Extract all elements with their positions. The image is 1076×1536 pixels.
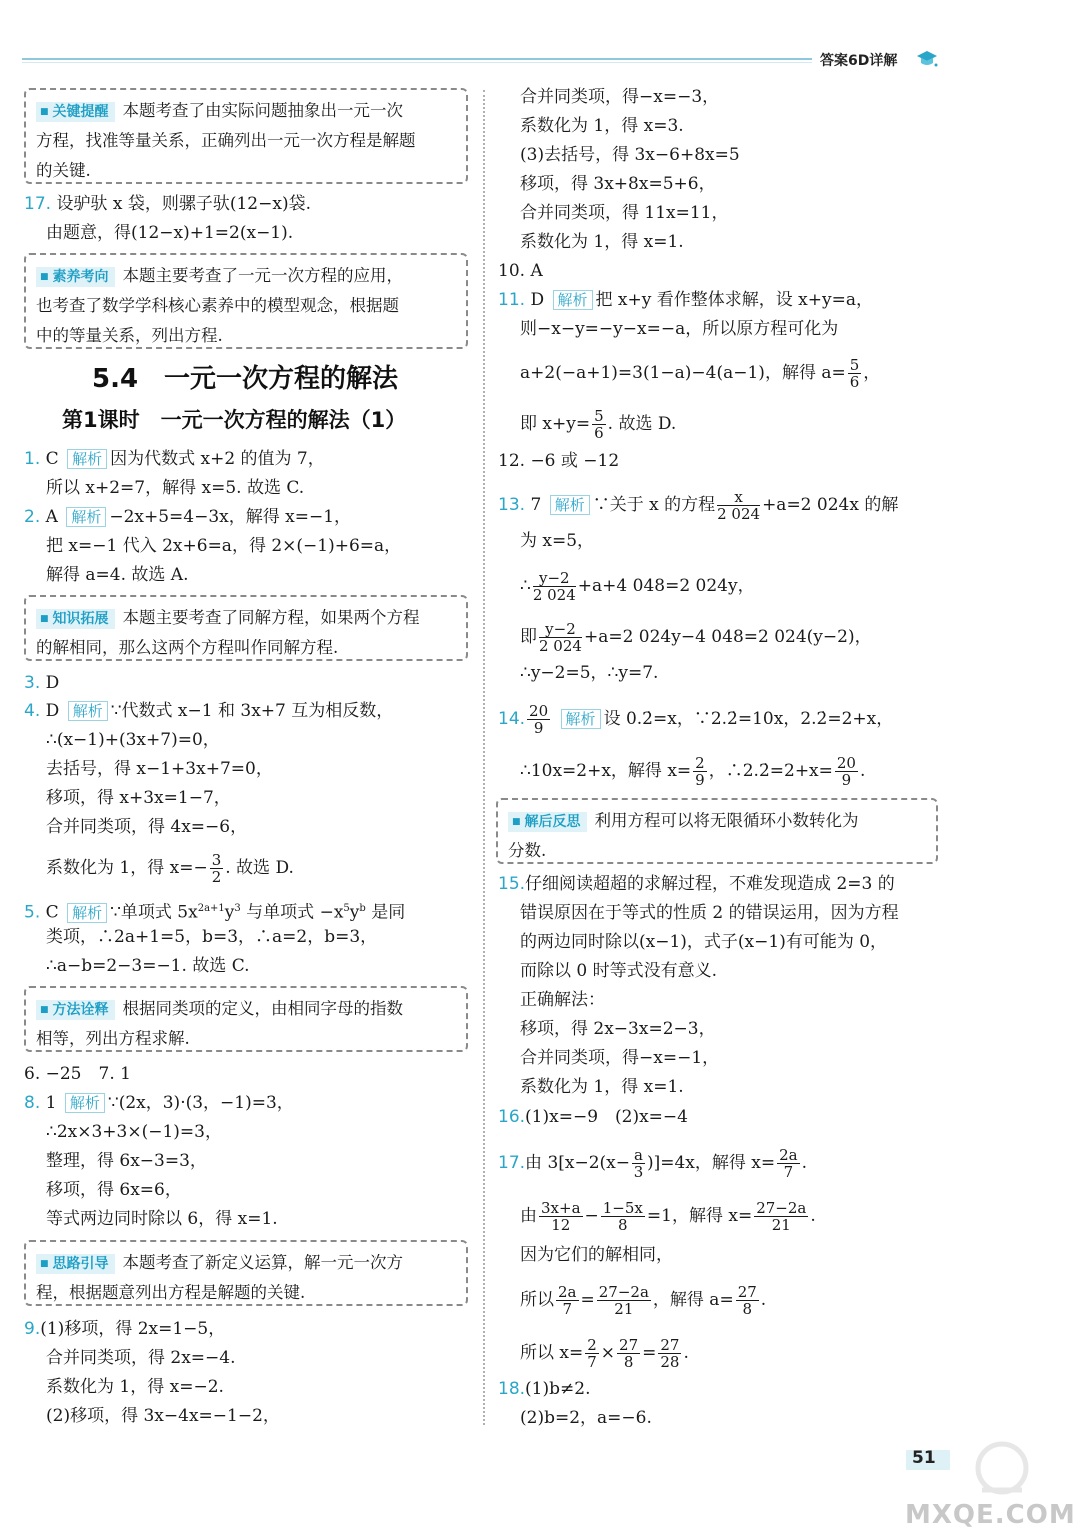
note-box-guanjian [24, 88, 468, 184]
answer-3: 3. D [24, 673, 60, 693]
answer-18-line2: (2)b=2，a=−6. [520, 1408, 652, 1428]
note-tag: ■ 方法诠释 [36, 1000, 115, 1020]
column-divider [483, 90, 485, 1425]
note-text: 相等，列出方程求解. [36, 1029, 190, 1048]
note-text: 本题主要考查了同解方程，如果两个方程 [122, 608, 420, 627]
answer-10: 10. A [498, 261, 543, 281]
watermark-text: MXQE.COM [905, 1500, 1076, 1530]
note-box-silu [24, 1240, 468, 1306]
answer-17-line2: 由题意，得(12−x)+1=2(x−1). [46, 223, 294, 243]
answer-4: 4. D 解析 ∵代数式 x−1 和 3x+7 互为相反数， [24, 701, 394, 721]
answer-14-line2: ∴10x=2+x，解得 x= $\frac{2}{9}$ ，∴2.2̇=2+x= $\frac{20}{9}$ . [520, 754, 866, 789]
page-number: 51 [912, 1448, 936, 1468]
answer-16: 16.(1)x=−9 (2)x=−4 [498, 1107, 688, 1127]
header-label: 答案6D详解 [820, 53, 898, 69]
note-box-jiehou [496, 798, 938, 864]
answer-9-line3: 系数化为 1，得 x=−2. [46, 1377, 224, 1397]
note-text: 的关键. [36, 161, 91, 180]
answer-5-line3: ∴a−b=2−3=−1. 故选 C. [46, 956, 250, 976]
answer-9-cont-1: 合并同类项，得−x=−3， [520, 87, 720, 107]
answer-13-line5: ∴y−2=5，∴y=7. [520, 663, 659, 683]
answer-2-line2: 把 x=−1 代入 2x+6=a，得 2×(−1)+6=a， [46, 536, 402, 556]
answer-4-line5: 合并同类项，得 4x=−6， [46, 817, 248, 837]
answer-11: 11. D 解析 把 x+y 看作整体求解，设 x+y=a， [498, 290, 873, 310]
note-text: 中的等量关系，列出方程. [36, 326, 223, 345]
answer-8-line3: 整理，得 6x−3=3， [46, 1151, 207, 1171]
answer-6-7: 6. −25 7. 1 [24, 1064, 131, 1084]
answer-2-line3: 解得 a=4. 故选 A. [46, 565, 189, 585]
note-tag: ■ 知识拓展 [36, 609, 115, 629]
answer-15-line2: 错误原因在于等式的性质 2 的错误运用，因为方程 [520, 903, 899, 923]
note-tag: ■ 思路引导 [36, 1254, 115, 1274]
answer-13-line2: 为 x=5， [520, 531, 595, 551]
answer-15-line3: 的两边同时除以(x−1)，式子(x−1)有可能为 0， [520, 932, 888, 952]
answer-4-line2: ∴(x−1)+(3x+7)=0， [46, 730, 220, 750]
answer-15-line5: 正确解法： [520, 990, 605, 1010]
answer-5-line2: 类项，∴2a+1=5，b=3，∴a=2，b=3， [46, 927, 378, 947]
answer-15-line4: 而除以 0 时等式没有意义. [520, 961, 718, 981]
answer-4-line6: 系数化为 1，得 x=− $\frac{3}{2}$ . 故选 D. [46, 851, 294, 886]
answer-11-line4: 即 x+y= $\frac{5}{6}$ . 故选 D. [520, 407, 677, 442]
answer-8-line4: 移项，得 6x=6， [46, 1180, 182, 1200]
answer-9-cont-2: 系数化为 1，得 x=3. [520, 116, 684, 136]
graduation-cap-icon [916, 50, 938, 68]
answer-9-cont-6: 系数化为 1，得 x=1. [520, 232, 684, 252]
note-tag: ■ 关键提醒 [36, 102, 115, 122]
answer-11-line2: 则−x−y=−y−x=−a，所以原方程可化为 [520, 319, 839, 339]
answer-18: 18.(1)b≠2. [498, 1379, 591, 1399]
note-text: 分数. [508, 841, 547, 860]
answer-9-line2: 合并同类项，得 2x=−4. [46, 1348, 236, 1368]
header-rule-thin [22, 62, 812, 63]
answer-8: 8. 1 解析 ∵(2x，3)·(3，−1)=3， [24, 1093, 294, 1113]
answer-17r-line4: 所以 $\frac{2a}{7}$ = $\frac{27-2a}{21}$ ，解得 a= $\frac{27}{8}$ . [520, 1283, 767, 1318]
note-text: 本题考查了由实际问题抽象出一元一次 [122, 101, 404, 120]
note-box-fangfa [24, 986, 468, 1052]
answer-1: 1. C 解析 因为代数式 x+2 的值为 7， [24, 449, 325, 469]
note-box-suyang [24, 253, 468, 349]
note-tag: ■ 素养考向 [36, 267, 115, 287]
answer-1-line2: 所以 x+2=7，解得 x=5. 故选 C. [46, 478, 305, 498]
answer-4-line4: 移项，得 x+3x=1−7， [46, 788, 231, 808]
note-text: 方程，找准等量关系，正确列出一元一次方程是解题 [36, 131, 416, 150]
answer-12: 12. −6 或 −12 [498, 451, 620, 471]
answer-17r-line2: 由 $\frac{3x+a}{12}$ − $\frac{1-5x}{8}$ =1，解得 x= $\frac{27-2a}{21}$ . [520, 1199, 816, 1234]
header-rule [22, 58, 812, 60]
answer-4-line3: 去括号，得 x−1+3x+7=0， [46, 759, 273, 779]
answer-9-cont-4: 移项，得 3x+8x=5+6， [520, 174, 716, 194]
answer-5: 5. C 解析 ∵单项式 $5x^{2a+1}y^3$ 与单项式 $-x^5y^b$ 是同 [24, 902, 406, 923]
note-text: 的解相同，那么这两个方程叫作同解方程. [36, 638, 339, 657]
answer-8-line5: 等式两边同时除以 6，得 x=1. [46, 1209, 278, 1229]
answer-17r-line5: 所以 x= $\frac{2}{7}$ × $\frac{27}{8}$ = $\frac{27}{28}$ . [520, 1336, 689, 1371]
answer-15-line8: 系数化为 1，得 x=1. [520, 1077, 684, 1097]
answer-9-line4: (2)移项，得 3x−4x=−1−2， [46, 1406, 280, 1426]
lesson-title: 第1课时 一元一次方程的解法（1） [62, 408, 407, 432]
answer-15-line7: 合并同类项，得−x=−1， [520, 1048, 720, 1068]
answer-17: 17. 设驴驮 x 袋，则骡子驮(12−x)袋. [24, 194, 311, 214]
section-title: 5.4 一元一次方程的解法 [92, 364, 399, 394]
answer-9: 9.(1)移项，得 2x=1−5， [24, 1319, 226, 1339]
note-text: 本题考查了新定义运算，解一元一次方 [122, 1253, 404, 1272]
answer-2: 2. A 解析 −2x+5=4−3x，解得 x=−1， [24, 507, 352, 527]
note-box-zhishi [24, 595, 468, 661]
answer-9-cont-5: 合并同类项，得 11x=11， [520, 203, 729, 223]
note-tag: ■ 解后反思 [508, 812, 587, 832]
note-text: 也考查了数学学科核心素养中的模型观念，根据题 [36, 296, 399, 315]
answer-13-line4: 即 $\frac{y-2}{2 024}$ +a=2 024y−4 048=2 024(y−2)， [520, 620, 872, 655]
note-text: 利用方程可以将无限循环小数转化为 [594, 811, 859, 830]
answer-13-line3: ∴ $\frac{y-2}{2 024}$ +a+4 048=2 024y， [520, 569, 755, 604]
note-text: 本题主要考查了一元一次方程的应用， [122, 266, 404, 285]
answer-8-line2: ∴2x×3+3×(−1)=3， [46, 1122, 222, 1142]
answer-13: 13. 7 解析 ∵关于 x 的方程 $\frac{x}{2 024}$ +a=2 024x 的解 [498, 488, 899, 523]
answer-11-line3: a+2(−a+1)=3(1−a)−4(a−1)，解得 a= $\frac{5}{6}$ ， [520, 356, 881, 391]
answer-9-cont-3: (3)去括号，得 3x−6+8x=5 [520, 145, 740, 165]
answer-15-line6: 移项，得 2x−3x=2−3， [520, 1019, 716, 1039]
note-text: 根据同类项的定义，由相同字母的指数 [122, 999, 404, 1018]
answer-17r: 17.由 3[x−2(x− $\frac{a}{3}$ )]=4x，解得 x= $\frac{2a}{7}$ . [498, 1146, 808, 1181]
note-text: 程，根据题意列出方程是解题的关键. [36, 1283, 306, 1302]
answer-17r-line3: 因为它们的解相同， [520, 1245, 673, 1265]
answer-15: 15.仔细阅读超超的求解过程，不难发现造成 2=3 的 [498, 874, 895, 894]
answer-14: 14. $\frac{20}{9}$ 解析 设 0.2̇=x，∵2.2̇=10x，2.2̇=2+x， [498, 702, 894, 737]
